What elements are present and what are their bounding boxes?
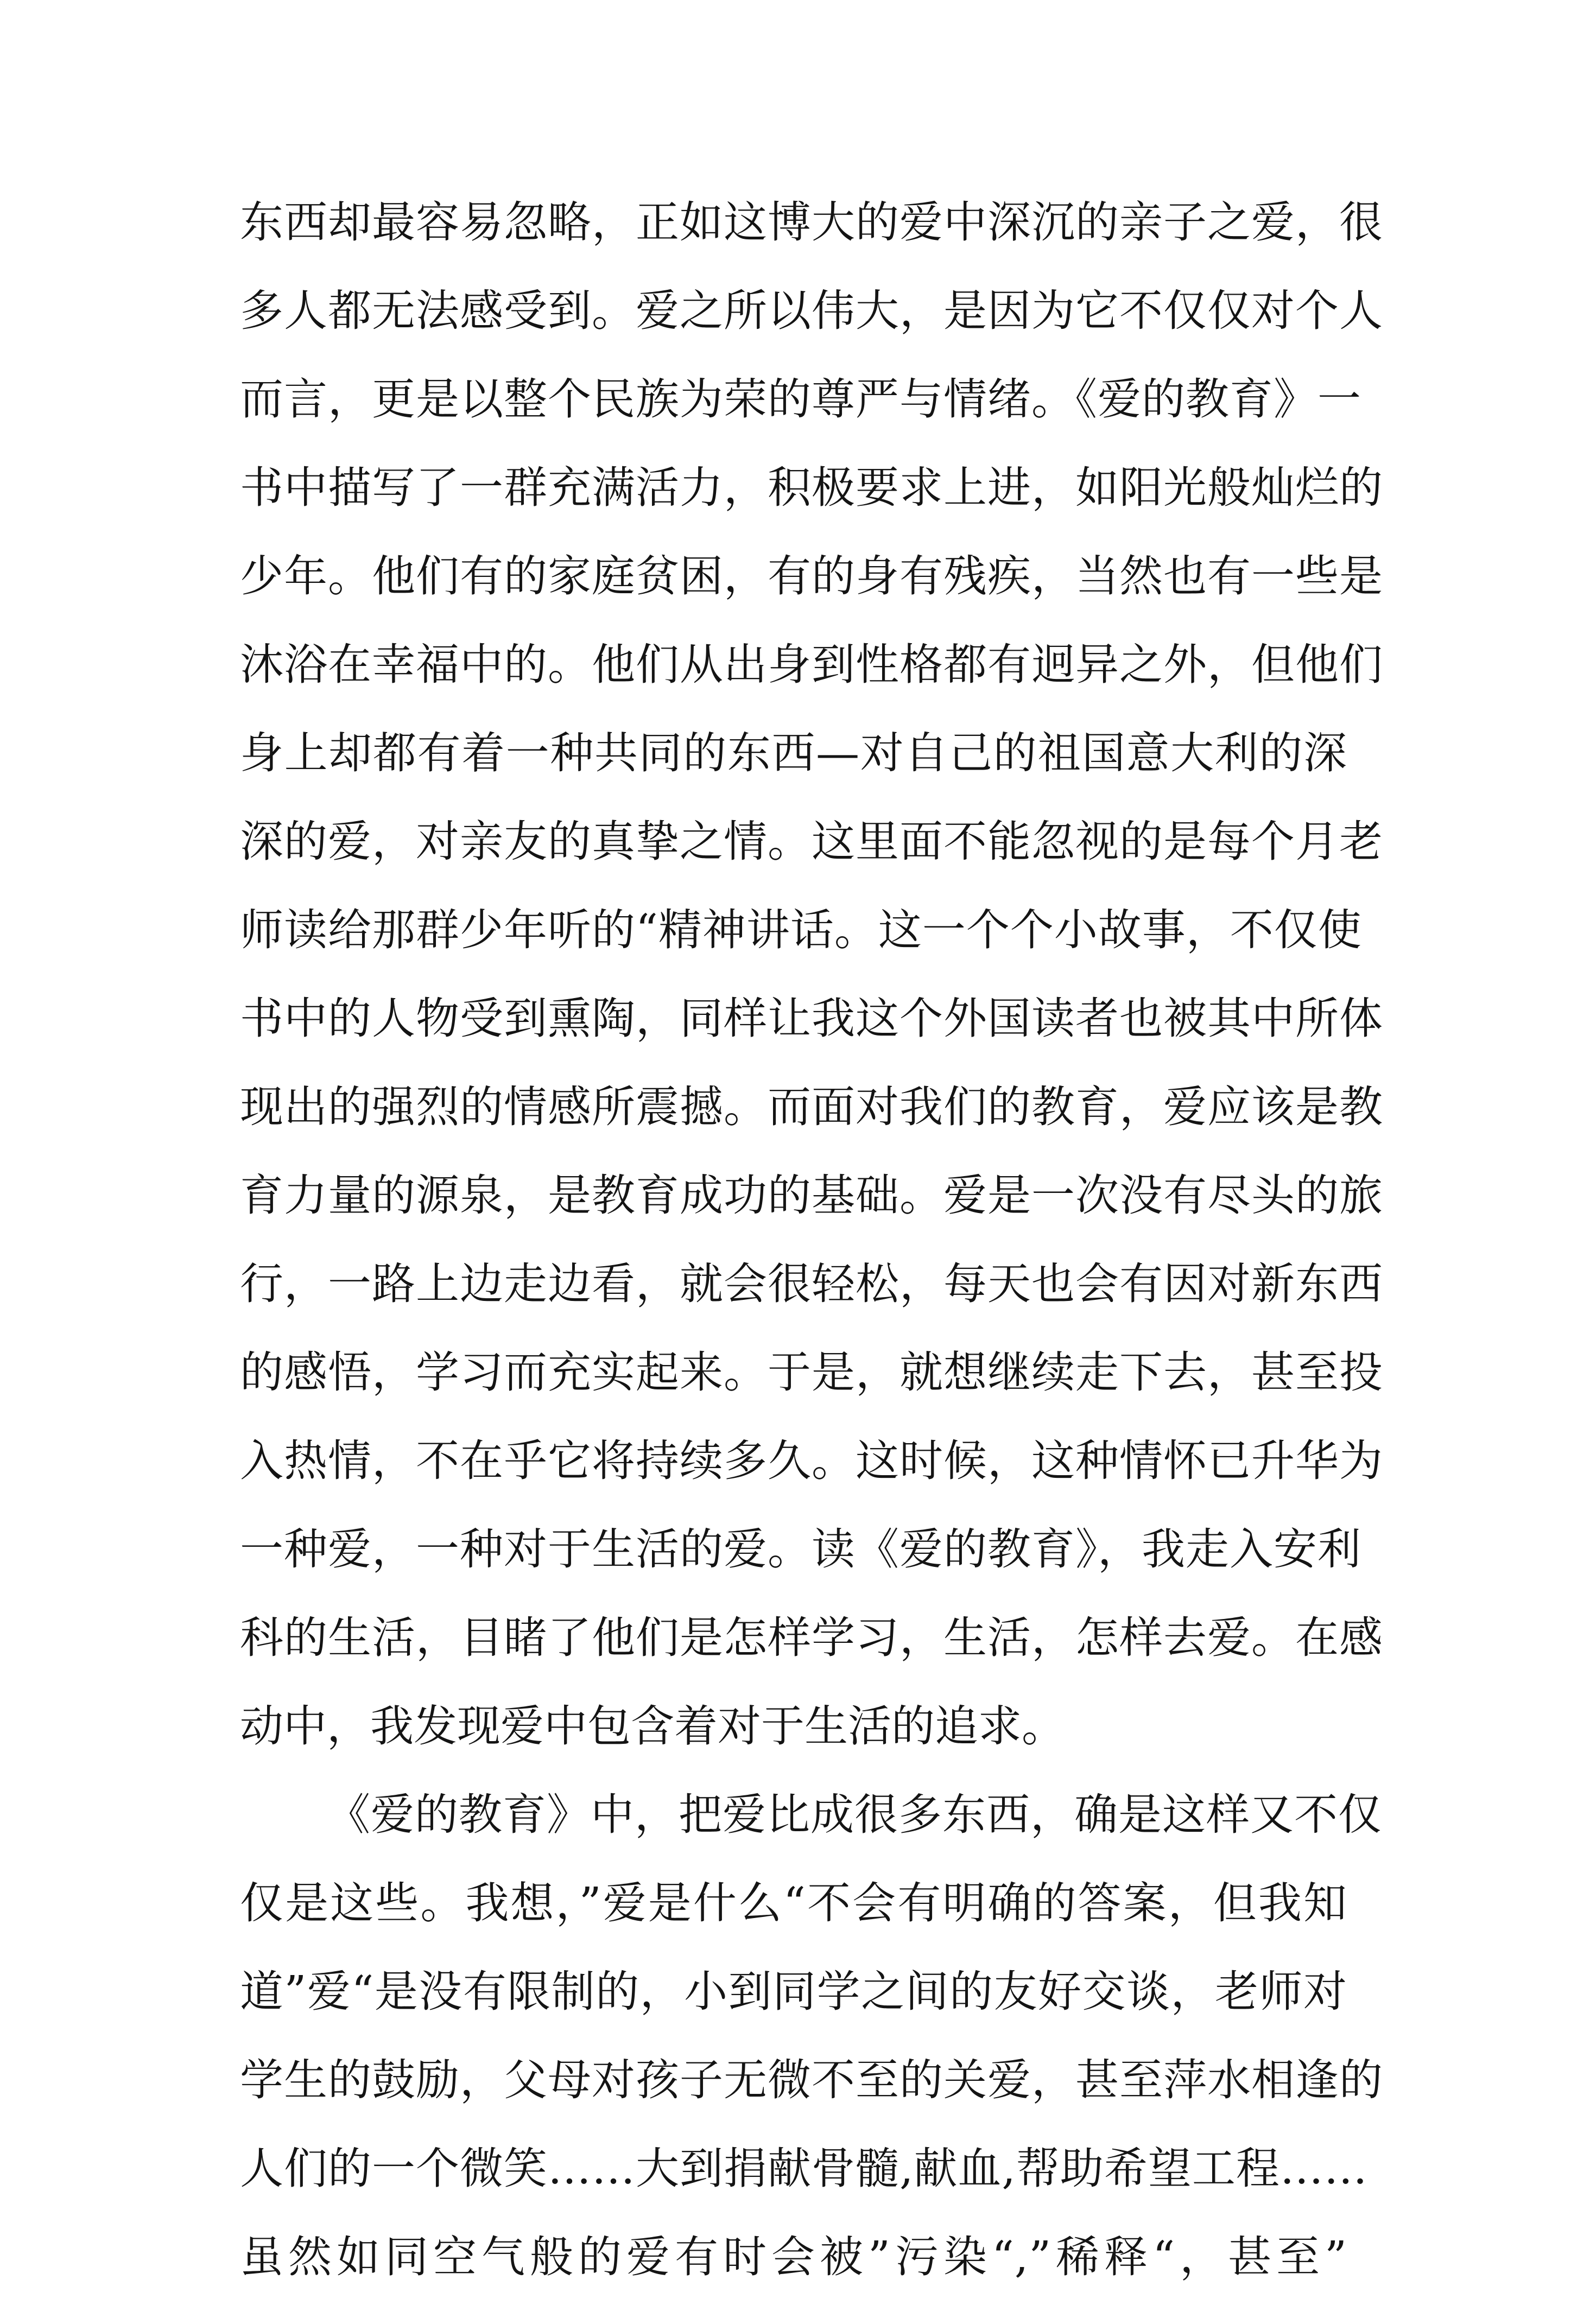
text-line: 师读给那群少年听的“精神讲话。这一个个小故事，不仅使: [240, 905, 1362, 955]
text-line: 少年。他们有的家庭贫困，有的身有残疾，当然也有一些是: [240, 551, 1383, 601]
text-line: 而言，更是以整个民族为荣的尊严与情绪。《爱的教育》一: [240, 374, 1361, 424]
body-text: [240, 197, 1383, 2324]
text-line: 沐浴在幸福中的。他们从出身到性格都有迥异之外，但他们: [240, 639, 1383, 690]
text-line: 虽然如同空气般的爱有时会被”污染“,”稀释“，甚至”: [240, 2232, 1347, 2282]
text-line: 科的生活，目睹了他们是怎样学习，生活，怎样去爱。在感: [240, 1612, 1383, 1663]
paragraph-start-line: 《爱的教育》中，把爱比成很多东西，确是这样又不仅: [327, 1789, 1382, 1840]
text-line: 书中的人物受到熏陶，同样让我这个外国读者也被其中所体: [240, 993, 1383, 1044]
text-line: 现出的强烈的情感所震撼。而面对我们的教育，爱应该是教: [240, 1082, 1383, 1132]
text-line: 入热情，不在乎它将持续多久。这时候，这种情怀已升华为: [240, 1436, 1383, 1486]
text-line: 身上却都有着一种共同的东西—对自己的祖国意大利的深: [240, 728, 1347, 778]
text-line: 仅是这些。我想，”爱是什么“不会有明确的答案，但我知: [240, 1878, 1347, 1928]
text-line: 书中描写了一群充满活力，积极要求上进，如阳光般灿烂的: [240, 462, 1383, 513]
text-line: 一种爱，一种对于生活的爱。读《爱的教育》，我走入安利: [240, 1524, 1361, 1574]
text-line: 的感悟，学习而充实起来。于是，就想继续走下去，甚至投: [240, 1347, 1383, 1398]
text-line: 人们的一个微笑……大到捐献骨髓,献血,帮助希望工程……: [240, 2143, 1368, 2194]
text-line: 行，一路上边走边看，就会很轻松，每天也会有因对新东西: [240, 1259, 1383, 1309]
text-line: 道”爱“是没有限制的，小到同学之间的友好交谈，老师对: [240, 1966, 1347, 2017]
text-line: 多人都无法感受到。爱之所以伟大，是因为它不仅仅对个人: [240, 285, 1383, 336]
text-line: 学生的鼓励，父母对孩子无微不至的关爱，甚至萍水相逢的: [240, 2055, 1383, 2105]
text-line: 育力量的源泉，是教育成功的基础。爱是一次没有尽头的旅: [240, 1170, 1383, 1221]
text-line: 深的爱，对亲友的真挚之情。这里面不能忽视的是每个月老: [240, 816, 1383, 867]
paragraph-end-line: 动中，我发现爱中包含着对于生活的追求。: [240, 1701, 1065, 1751]
text-line: 东西却最容易忽略，正如这博大的爱中深沉的亲子之爱，很: [240, 197, 1383, 247]
